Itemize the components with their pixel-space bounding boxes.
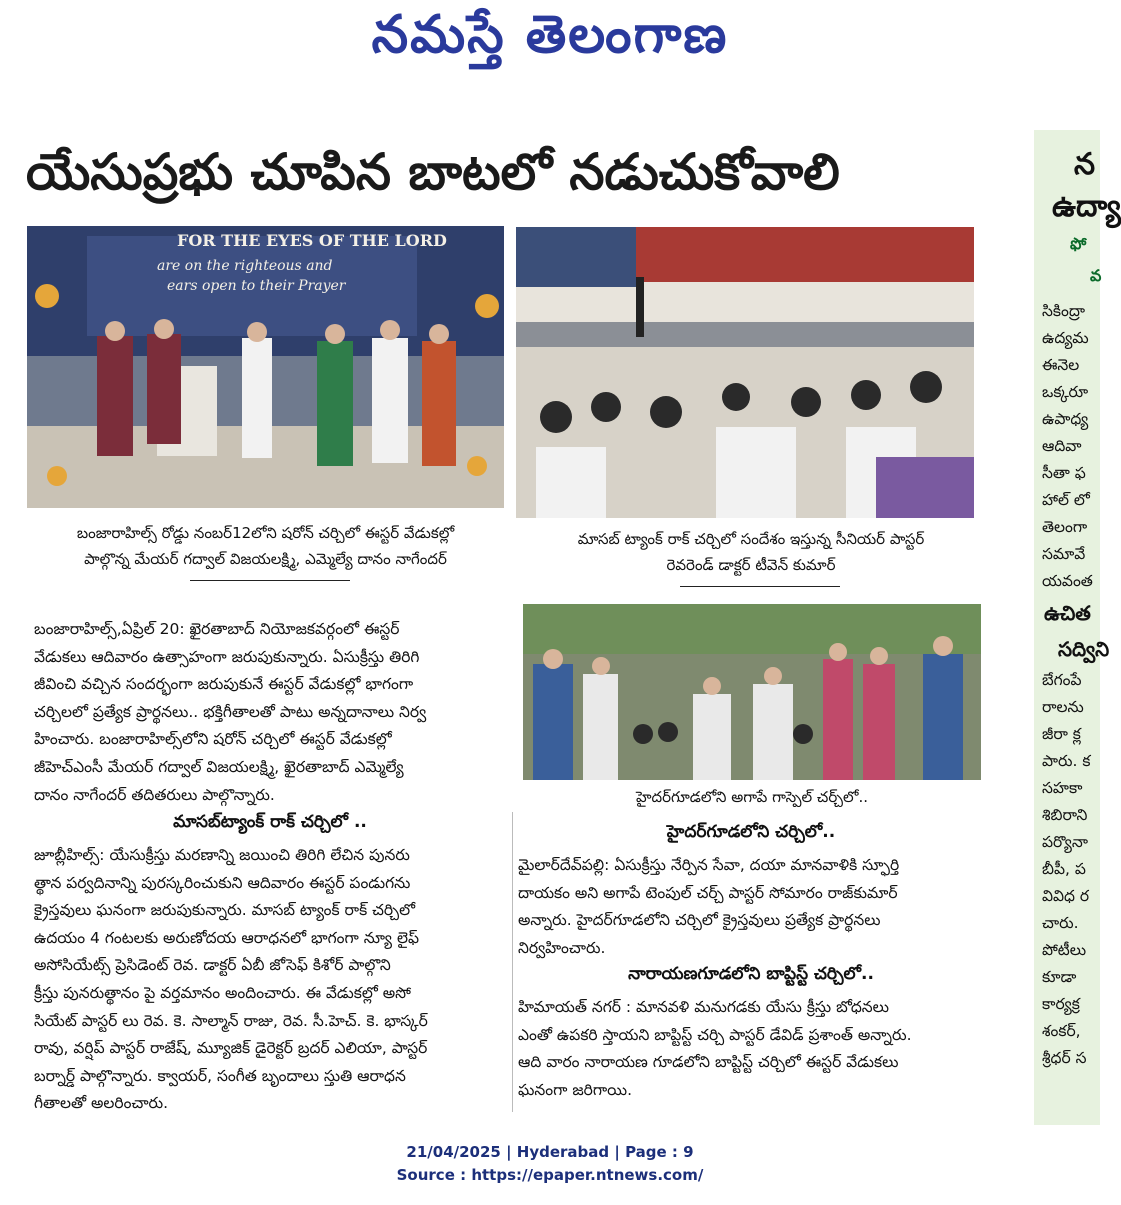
text-line: క్రైస్తవులు ఘనంగా జరుపుకున్నారు. మాసబ్ ట్యాంక్ రాక్ చర్చిలో bbox=[34, 901, 416, 920]
text-line: వేడుకలు ఆదివారం ఉత్సాహంగా జరుపుకున్నారు. ఏసుక్రీస్తు తిరిగి bbox=[34, 647, 420, 666]
text-line: ఘనంగా జరిగాయి. bbox=[518, 1080, 632, 1099]
text-line: చారు. bbox=[1042, 914, 1079, 932]
text-line: హిమాయత్ నగర్ : మానవళి మనుగడకు యేసు క్రీస్తు బోధనలు bbox=[518, 998, 890, 1016]
right-article-para1 bbox=[518, 852, 984, 962]
text-line: మైలార్‌దేవ్‌పల్లి: ఏసుక్రీస్తు నేర్పిన సేవా, దయా మానవాళికి స్ఫూర్తి bbox=[518, 856, 900, 874]
text-line: ఉదయం 4 గంటలకు అరుణోదయ ఆరాధనలో భాగంగా న్యూ లైఫ్ bbox=[34, 928, 419, 947]
photo-sharon-church bbox=[27, 226, 504, 508]
text-line: జీరా క్ల bbox=[1042, 725, 1081, 743]
text-line: పారు. క bbox=[1042, 752, 1091, 770]
side-head bbox=[1034, 130, 1121, 228]
text-line: శిబిరాని bbox=[1042, 806, 1088, 824]
text-line: ఒక్కరూ bbox=[1042, 383, 1089, 401]
caption-line: మాసబ్ ట్యాంక్ రాక్ చర్చిలో సందేశం ఇస్తున్న సీనియర్ పాస్టర్ bbox=[577, 530, 925, 548]
text-line: హాల్ లో bbox=[1042, 491, 1090, 509]
text-line: ఈనెల bbox=[1042, 356, 1080, 374]
text-line: నిర్వహించారు. bbox=[518, 938, 606, 957]
text-line: తెలంగా bbox=[1042, 518, 1088, 536]
banner-line-1: FOR THE EYES OF THE LORD bbox=[177, 231, 447, 250]
text-line: ఎంతో ఉపకరి స్తాయని బాప్టిస్ట్ చర్చి పాస్టర్ డేవిడ్ ప్రశాంత్ అన్నారు. bbox=[518, 1025, 912, 1044]
side-subhead-line: ఉచిత bbox=[1044, 601, 1091, 625]
caption-line: పాల్గొన్న మేయర్ గద్వాల్ విజయలక్ష్మి, ఎమ్మెల్యే దానం నాగేందర్ bbox=[84, 550, 447, 568]
text-line: జీహెచ్ఎంసీ మేయర్ గద్వాల్ విజయలక్ష్మి, ఖైరతాబాద్ ఎమ్మెల్యే bbox=[34, 757, 404, 776]
caption-rock-church bbox=[516, 526, 986, 578]
text-line: రావు, వర్షిప్ పాస్టర్ రాజేష్, మ్యూజిక్ డైరెక్టర్ బ్రదర్ ఎలియా, పాస్టర్ bbox=[34, 1039, 428, 1058]
text-line: పర్యొనా bbox=[1042, 833, 1089, 851]
caption-sharon-church bbox=[27, 520, 504, 572]
caption-line: రెవరెండ్ డాక్టర్ టీవెన్ కుమార్ bbox=[666, 556, 836, 574]
page-headline: యేసుప్రభు చూపిన బాటలో నడుచుకోవాలి bbox=[26, 143, 840, 201]
text-line: దానం నాగేందర్ తదితరులు పాల్గొన్నారు. bbox=[34, 785, 275, 804]
text-line: హించారు. బంజారాహిల్స్‌లోని షరోన్ చర్చిలో ఈస్టర్ వేడుకల్లో bbox=[34, 730, 392, 749]
text-line: కార్యక్ర bbox=[1042, 995, 1080, 1013]
side-article-column bbox=[1034, 130, 1121, 1125]
side-lines1 bbox=[1034, 298, 1100, 595]
side-subhead bbox=[1034, 595, 1110, 667]
column-divider bbox=[512, 812, 513, 1112]
text-line: కూడా bbox=[1042, 968, 1077, 986]
side-byline-line: ఫో bbox=[1070, 234, 1087, 253]
caption-agape-church: హైదర్‌గూడలోని అగాపే గాస్పెల్ చర్చ్‌లో.. bbox=[636, 788, 868, 806]
side-byline bbox=[1034, 228, 1100, 292]
text-line: సికింద్రా bbox=[1042, 302, 1085, 320]
photo-agape-church-image bbox=[523, 604, 981, 780]
text-line: బర్నార్డ్ పాల్గొన్నారు. క్వాయర్, సంగీత బృందాలు స్తుతి ఆరాధన bbox=[34, 1066, 406, 1085]
text-line: అన్నారు. హైదర్‌గూడలోని చర్చిలో క్రైస్తవులు ప్రత్యేక ప్రార్థనలు bbox=[518, 911, 881, 930]
text-line: సీతా ఫ bbox=[1042, 464, 1086, 482]
banner-line-3: ears open to their Prayer bbox=[167, 278, 346, 294]
photo-rock-church bbox=[516, 227, 974, 518]
side-head-line: న bbox=[1074, 147, 1096, 182]
footer-date-line: 21/04/2025 | Hyderabad | Page : 9 bbox=[406, 1143, 694, 1161]
side-lines2 bbox=[1034, 667, 1100, 1072]
divider bbox=[190, 580, 350, 581]
text-line: జూబ్లీహిల్స్: యేసుక్రీస్తు మరణాన్ని జయించి తిరిగి లేచిన పునరు bbox=[34, 846, 410, 864]
text-line: చర్చిలలో ప్రత్యేక ప్రార్థనలు.. భక్తిగీతాలతో పాటు అన్నదానాలు నిర్వ bbox=[34, 702, 427, 721]
text-line: గీతాలతో అలరించారు. bbox=[34, 1094, 169, 1113]
text-line: రాలను bbox=[1042, 698, 1084, 716]
photo-agape-church bbox=[523, 604, 981, 780]
side-head-line: ఉద్యా bbox=[1052, 189, 1121, 224]
text-line: శ్రీధర్ స bbox=[1042, 1049, 1087, 1067]
left-article-para1 bbox=[34, 616, 506, 809]
caption-line: బంజారాహిల్స్ రోడ్డు నంబర్12లోని షరోన్ చర్చిలో ఈస్టర్ వేడుకల్లో bbox=[76, 524, 455, 542]
footer-source-link[interactable]: Source : https://epaper.ntnews.com/ bbox=[396, 1166, 704, 1184]
photo-rock-church-image bbox=[516, 227, 974, 518]
text-line: ఉపాధ్య bbox=[1042, 410, 1089, 428]
right-article-subhead1: హైదర్‌గూడలోని చర్చిలో.. bbox=[666, 822, 836, 842]
side-byline-line: వ bbox=[1090, 266, 1102, 285]
divider bbox=[680, 586, 840, 587]
banner-line-2: are on the righteous and bbox=[157, 258, 333, 274]
left-article-para2 bbox=[34, 842, 506, 1118]
right-article-para2 bbox=[518, 994, 984, 1104]
text-line: ఆదివా bbox=[1042, 437, 1082, 455]
text-line: పోటీలు bbox=[1042, 941, 1087, 959]
text-line: వివిధ ర bbox=[1042, 887, 1090, 905]
text-line: జీవించి వచ్చిన సందర్భంగా జరుపుకునే ఈస్టర్ వేడుకల్లో భాగంగా bbox=[34, 675, 414, 694]
photo-sharon-church-image bbox=[27, 226, 504, 508]
text-line: సహకా bbox=[1042, 779, 1083, 797]
text-line: సియేట్ పాస్టర్ లు రెవ. కె. సాల్మాన్ రాజు, రెవ. సీ.హెచ్. కె. భాస్కర్ bbox=[34, 1011, 428, 1030]
masthead-logo: నమస్తే తెలంగాణ bbox=[371, 4, 729, 65]
text-line: త్థాన పర్వదినాన్ని పురస్కరించుకుని ఆదివారం ఈస్టర్ పండుగను bbox=[34, 873, 411, 892]
text-line: బీపీ, ప bbox=[1042, 860, 1086, 878]
text-line: ఆది వారం నారాయణ గూడలోని బాప్టిస్ట్ చర్చిలో ఈస్టర్ వేడుకలు bbox=[518, 1053, 899, 1072]
text-line: ఉద్యమ bbox=[1042, 329, 1089, 347]
text-line: సమావే bbox=[1042, 545, 1086, 563]
right-article-subhead2: నారాయణగూడలోని బాప్టిస్ట్ చర్చిలో.. bbox=[628, 964, 874, 984]
text-line: దాయకం అని అగాపే టెంపుల్ చర్చ్ పాస్టర్ సోమారం రాజ్‌కుమార్ bbox=[518, 883, 898, 902]
left-article-subhead: మాసబ్‌ట్యాంక్ రాక్ చర్చిలో .. bbox=[173, 812, 367, 832]
text-line: క్రీస్తు పునరుత్థానం పై వర్తమానం అందించారు. ఈ వేడుకల్లో అసో bbox=[34, 983, 411, 1002]
text-line: యవంత bbox=[1042, 572, 1093, 590]
side-subhead-line: సద్విని bbox=[1058, 637, 1110, 661]
text-line: బంజారాహిల్స్,ఏప్రిల్ 20: ఖైరతాబాద్ నియోజకవర్గంలో ఈస్టర్ bbox=[34, 620, 400, 638]
text-line: శంకర్, bbox=[1042, 1022, 1081, 1040]
text-line: బేగంపే bbox=[1042, 671, 1082, 689]
text-line: అసోసియేట్స్ ప్రెసిడెంట్ రెవ. డాక్టర్ ఏబీ జోసెఫ్ కిశోర్ పాల్గొని bbox=[34, 956, 391, 975]
